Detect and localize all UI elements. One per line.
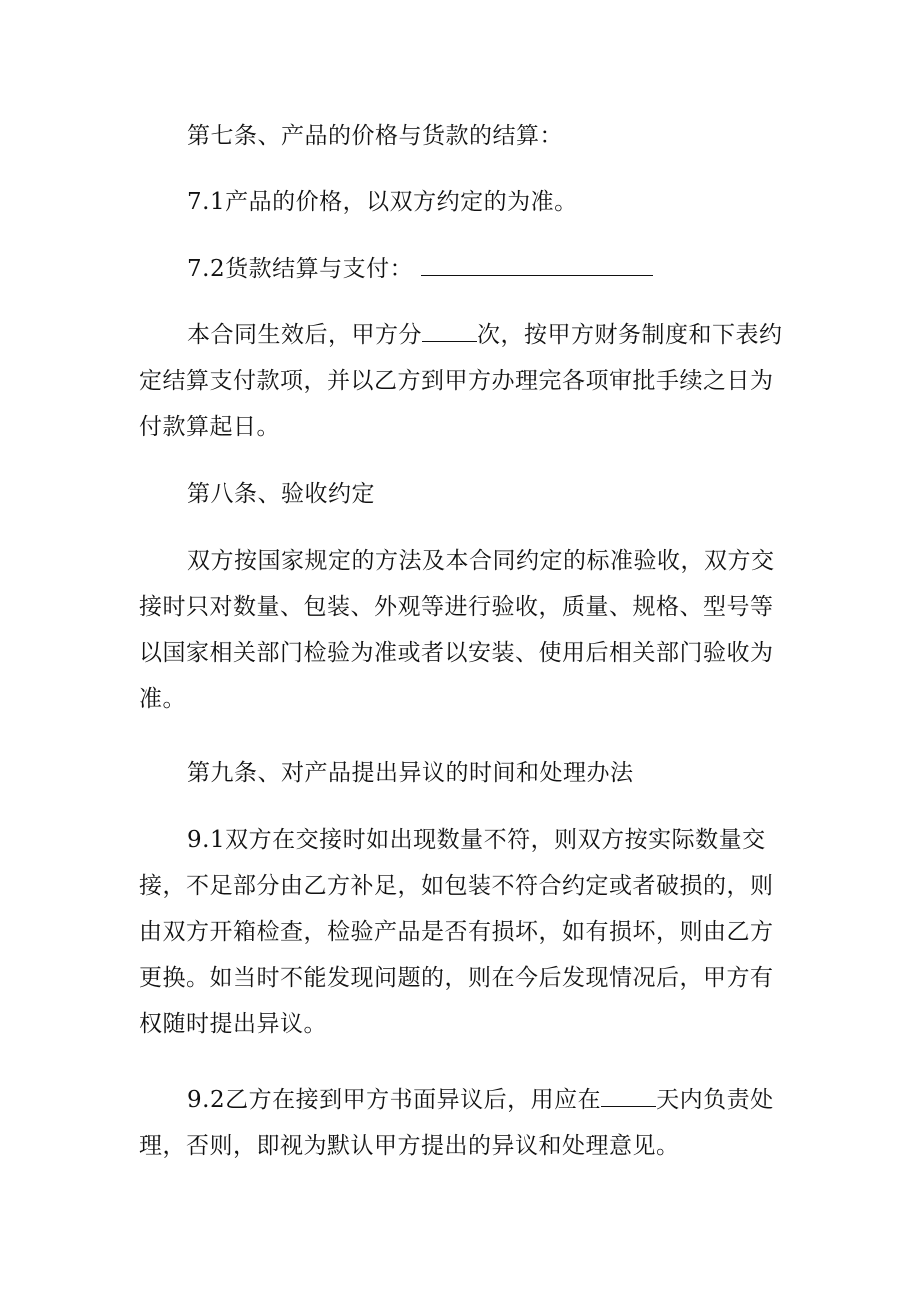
clause-9-2-line-2: 理，否则，即视为默认甲方提出的异议和处理意见。	[139, 1133, 680, 1159]
article-8-line-3: 以国家相关部门检验为准或者以安装、使用后相关部门验收为	[139, 640, 774, 666]
clause-9-2-text-before: 9.2乙方在接到甲方书面异议后，用应在	[187, 1087, 602, 1113]
clause-7-1-text: 7.1产品的价格，以双方约定的为准。	[187, 189, 578, 215]
clause-7-2-text: 7.2货款结算与支付：	[187, 256, 414, 282]
clause-9-2	[139, 1077, 789, 1169]
article-8-body	[139, 538, 789, 722]
article-7-heading-text: 第七条、产品的价格与货款的结算：	[187, 123, 563, 149]
fill-in-blank-payment-terms	[421, 253, 653, 276]
payment-text-after: 次，按甲方财务制度和下表约	[477, 322, 783, 348]
payment-line-2: 定结算支付款项，并以乙方到甲方办理完各项审批手续之日为	[139, 368, 774, 394]
clause-9-1	[139, 817, 789, 1047]
fill-in-blank-days	[601, 1084, 656, 1107]
clause-7-1	[139, 179, 789, 225]
payment-line-3: 付款算起日。	[139, 414, 280, 440]
clause-7-2	[139, 246, 789, 292]
clause-9-1-line-4: 更换。如当时不能发现问题的，则在今后发现情况后，甲方有	[139, 965, 774, 991]
clause-9-1-line-5: 权随时提出异议。	[139, 1011, 327, 1037]
clause-9-2-text-after: 天内负责处	[656, 1087, 774, 1113]
article-7-heading	[139, 113, 789, 159]
article-8-line-2: 接时只对数量、包装、外观等进行验收，质量、规格、型号等	[139, 594, 774, 620]
clause-9-1-line-1: 9.1双方在交接时如出现数量不符，则双方按实际数量交	[187, 827, 766, 853]
clause-9-1-line-3: 由双方开箱检查，检验产品是否有损坏，如有损坏，则由乙方	[139, 919, 774, 945]
article-8-line-4: 准。	[139, 686, 186, 712]
article-8-heading	[139, 471, 789, 517]
clause-9-1-line-2: 接，不足部分由乙方补足，如包装不符合约定或者破损的，则	[139, 873, 774, 899]
article-9-heading	[139, 750, 789, 796]
article-8-line-1: 双方按国家规定的方法及本合同约定的标准验收，双方交	[187, 548, 775, 574]
payment-text-before: 本合同生效后，甲方分	[187, 322, 422, 348]
clause-9-2-line-1	[139, 1077, 789, 1123]
payment-paragraph	[139, 312, 789, 450]
payment-line-1	[139, 312, 789, 358]
fill-in-blank-installments	[422, 319, 477, 342]
article-9-heading-text: 第九条、对产品提出异议的时间和处理办法	[187, 760, 634, 786]
article-8-heading-text: 第八条、验收约定	[187, 481, 375, 507]
